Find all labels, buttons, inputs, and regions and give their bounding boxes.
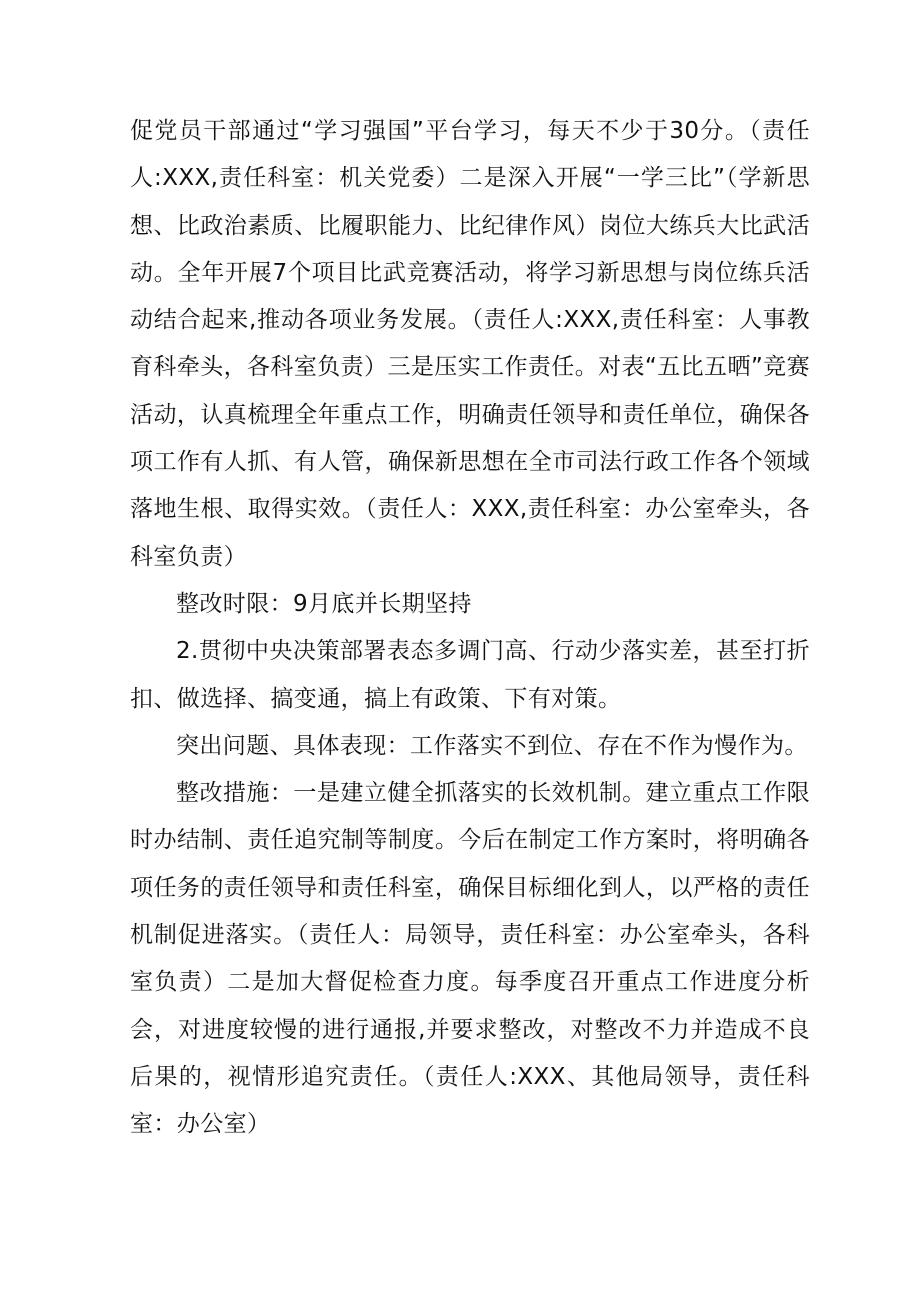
paragraph-responsibility-measures: 促党员干部通过“学习强国”平台学习，每天不少于30分。（责任人:XXX,责任科室：机关党委）二是深入开展“一学三比”（学新思想、比政治素质、比履职能力、比纪律作风）岗位大练兵大比武活动。全年开展7个项目比武竞赛活动，将学习新思想与岗位练兵活动结合起来,推动各项业务发展。（责任人:XXX,责任科室：人事教育科牵头，各科室负责）三是压实工作责任。对表“五比五晒”竞赛活动，认真梳理全年重点工作，明确责任领导和责任单位，确保各项工作有人抓、有人管，确保新思想在全市司法行政工作各个领域落地生根、取得实效。（责任人：XXX,责任科室：办公室牵头，各科室负责） (130, 118, 810, 570)
paragraph-issue-2-measures: 整改措施：一是建立健全抓落实的长效机制。建立重点工作限时办结制、责任追究制等制度。今后在制定工作方案时，将明确各项任务的责任领导和责任科室，确保目标细化到人，以严格的责任机制促进落实。（责任人：局领导，责任科室：办公室牵头，各科室负责）二是加大督促检查力度。每季度召开重点工作进度分析会，对进度较慢的进行通报,并要求整改，对整改不力并造成不良后果的，视情形追究责任。（责任人:XXX、其他局领导，责任科室：办公室） (130, 780, 810, 1138)
paragraph-issue-2-problem: 突出问题、具体表现：工作落实不到位、存在不作为慢作为。 (176, 732, 808, 759)
document-body (130, 108, 810, 1149)
paragraph-issue-2-title: 2.贯彻中央决策部署表态多调门高、行动少落实差，甚至打折扣、做选择、搞变通，搞上有政策、下有对策。 (130, 638, 810, 712)
paragraph-deadline: 整改时限：9月底并长期坚持 (176, 590, 472, 617)
